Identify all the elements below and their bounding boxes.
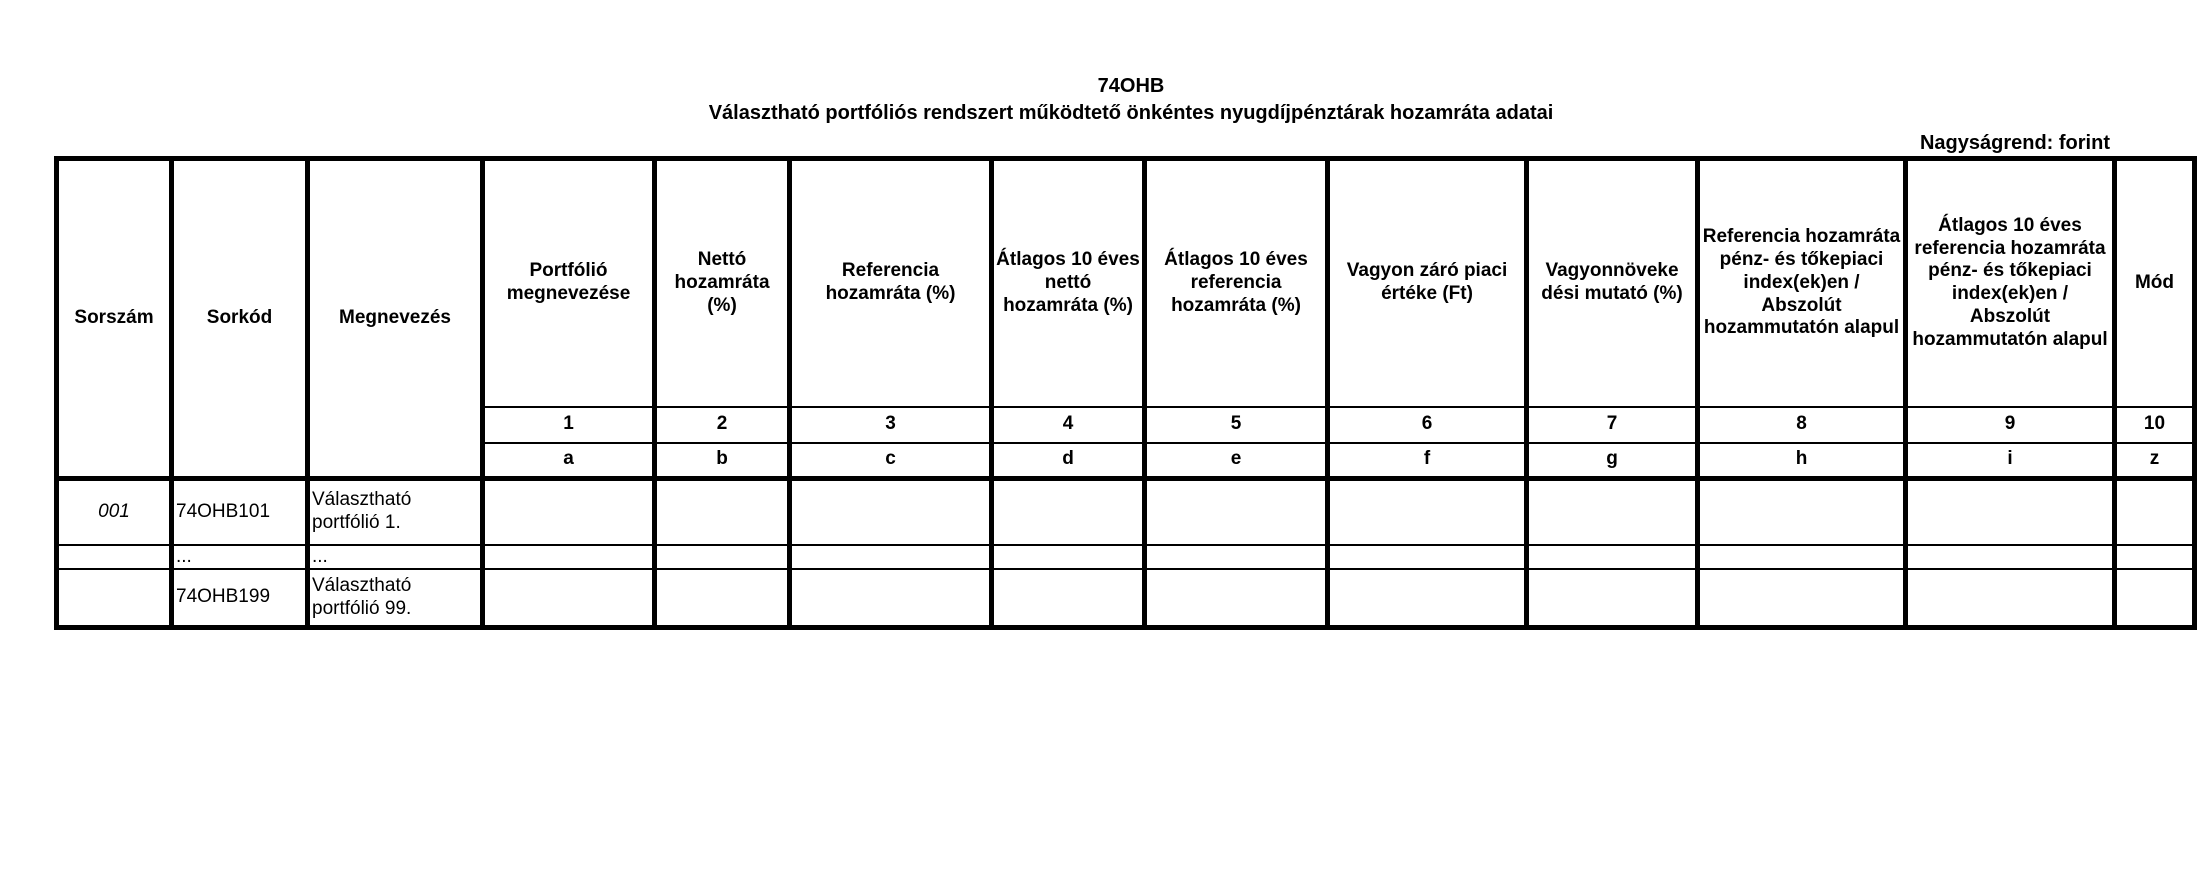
data-cell[interactable] — [655, 479, 790, 545]
column-letter: i — [1906, 443, 2115, 479]
row-sorszam — [57, 569, 172, 627]
column-number: 6 — [1328, 407, 1527, 443]
data-cell[interactable] — [790, 545, 992, 570]
data-cell[interactable] — [655, 569, 790, 627]
data-cell[interactable] — [655, 545, 790, 570]
header-col-2: Nettó hozamráta (%) — [655, 159, 790, 407]
column-number: 10 — [2115, 407, 2195, 443]
row-sorkod: ... — [172, 545, 308, 570]
header-col-7: Vagyonnöveke dési mutató (%) — [1527, 159, 1698, 407]
header-col-1: Portfólió megnevezése — [483, 159, 655, 407]
row-sorkod: 74OHB101 — [172, 479, 308, 545]
header-sorszam: Sorszám — [57, 159, 172, 479]
data-cell[interactable] — [1906, 545, 2115, 570]
table-row — [57, 569, 2195, 627]
column-number: 1 — [483, 407, 655, 443]
column-letter: d — [992, 443, 1145, 479]
row-megnevezes: Választható portfólió 99. — [308, 569, 483, 627]
data-cell[interactable] — [483, 569, 655, 627]
column-number: 9 — [1906, 407, 2115, 443]
column-number: 4 — [992, 407, 1145, 443]
column-letter: e — [1145, 443, 1328, 479]
row-megnevezes: ... — [308, 545, 483, 570]
table-row — [57, 545, 2195, 570]
column-letter: c — [790, 443, 992, 479]
data-cell[interactable] — [992, 569, 1145, 627]
form-title: Választható portfóliós rendszert működtető önkéntes nyugdíjpénztárak hozamráta adatai — [708, 102, 1554, 124]
header-megnevezes: Megnevezés — [308, 159, 483, 479]
data-cell[interactable] — [1698, 569, 1906, 627]
column-letter: z — [2115, 443, 2195, 479]
header-col-8: Referencia hozamráta pénz- és tőkepiaci index(ek)en / Abszolút hozammutatón alapul — [1698, 159, 1906, 407]
column-number: 8 — [1698, 407, 1906, 443]
data-cell[interactable] — [1328, 545, 1527, 570]
column-number: 2 — [655, 407, 790, 443]
data-cell[interactable] — [2115, 545, 2195, 570]
column-letter: f — [1328, 443, 1527, 479]
column-letter: h — [1698, 443, 1906, 479]
data-cell[interactable] — [1698, 479, 1906, 545]
row-megnevezes: Választható portfólió 1. — [308, 479, 483, 545]
data-cell[interactable] — [1906, 569, 2115, 627]
column-number: 7 — [1527, 407, 1698, 443]
data-cell[interactable] — [1145, 545, 1328, 570]
column-number: 3 — [790, 407, 992, 443]
data-table — [54, 156, 2197, 630]
data-cell[interactable] — [1698, 545, 1906, 570]
header-col-9: Átlagos 10 éves referencia hozamráta pénz- és tőkepiaci index(ek)en / Abszolút hozammutatón alapul — [1906, 159, 2115, 407]
data-cell[interactable] — [483, 545, 655, 570]
data-cell[interactable] — [1906, 479, 2115, 545]
data-cell[interactable] — [1145, 569, 1328, 627]
data-cell[interactable] — [790, 569, 992, 627]
data-cell[interactable] — [992, 545, 1145, 570]
data-cell[interactable] — [2115, 569, 2195, 627]
data-cell[interactable] — [1328, 479, 1527, 545]
data-cell[interactable] — [1527, 479, 1698, 545]
data-cell[interactable] — [1328, 569, 1527, 627]
header-col-3: Referencia hozamráta (%) — [790, 159, 992, 407]
header-col-4: Átlagos 10 éves nettó hozamráta (%) — [992, 159, 1145, 407]
row-sorszam — [57, 545, 172, 570]
form-code: 74OHB — [1097, 75, 1165, 97]
data-cell[interactable] — [1527, 545, 1698, 570]
header-sorkod: Sorkód — [172, 159, 308, 479]
data-cell[interactable] — [2115, 479, 2195, 545]
row-sorkod: 74OHB199 — [172, 569, 308, 627]
column-letter: g — [1527, 443, 1698, 479]
data-cell[interactable] — [1527, 569, 1698, 627]
column-number: 5 — [1145, 407, 1328, 443]
table-row — [57, 479, 2195, 545]
unit-label: Nagyságrend: forint — [1919, 132, 2110, 154]
data-cell[interactable] — [790, 479, 992, 545]
data-cell[interactable] — [1145, 479, 1328, 545]
data-cell[interactable] — [483, 479, 655, 545]
header-col-6: Vagyon záró piaci értéke (Ft) — [1328, 159, 1527, 407]
header-col-10: Mód — [2115, 159, 2195, 407]
column-letter: a — [483, 443, 655, 479]
header-col-5: Átlagos 10 éves referencia hozamráta (%) — [1145, 159, 1328, 407]
data-cell[interactable] — [992, 479, 1145, 545]
row-sorszam: 001 — [57, 479, 172, 545]
column-letter: b — [655, 443, 790, 479]
